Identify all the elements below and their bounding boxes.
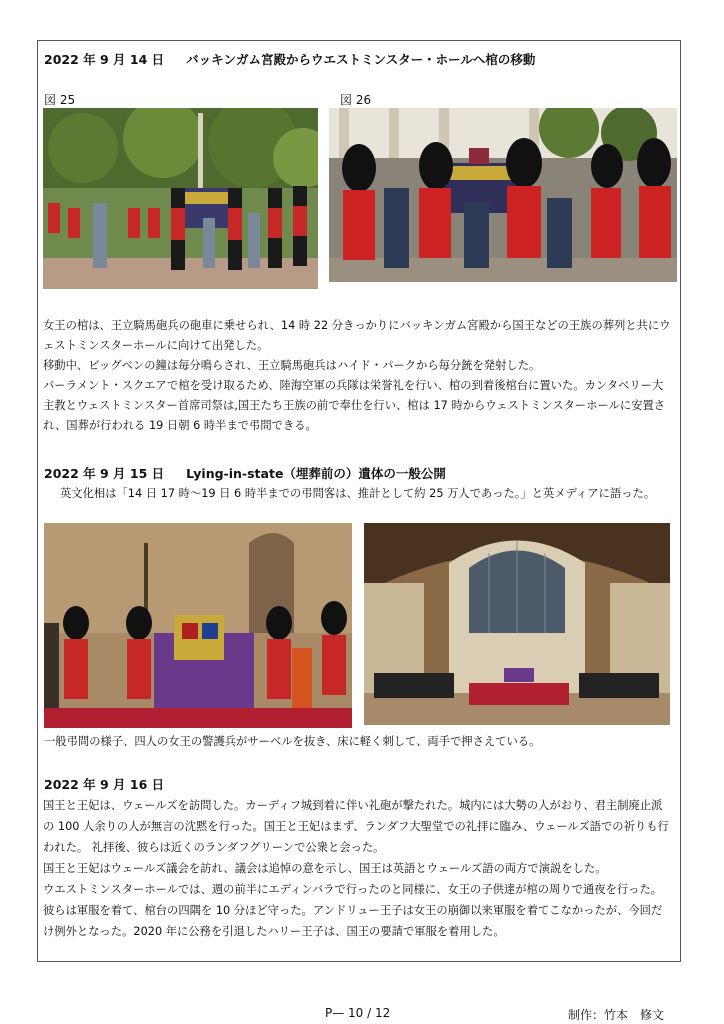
section3-paragraph-1: 国王と王妃は、ウェールズを訪問した。カーディフ城到着に伴い礼砲が撃たれた。城内には大勢の人がおり、君主制廃止派の 100 人余りの人が無言の沈黙を行った。国王と王妃はまず、ランダフ大聖堂での礼拝に臨み、ウェールズ語での祈りも行われた。 礼拝後、彼らは近くのランダフグリーンで公衆と会った。 <box>43 799 669 854</box>
section3-paragraph-2: 国王と王妃はウェールズ議会を訪れ、議会は追悼の意を示し、国王は英語とウェールズ語の両方で演説をした。 <box>43 862 607 875</box>
section1-paragraph-2: 移動中、ビッグベンの鐘は毎分鳴らされ、王立騎馬砲兵はハイド・パークから毎分銃を発射した。 <box>43 359 541 372</box>
photo-caption: 一般弔問の様子、四人の女王の警護兵がサーベルを抜き、床に軽く刺して、両手で押さえている。 <box>44 735 541 748</box>
page-number: P— 10 / 12 <box>325 1006 391 1020</box>
guards-coffin-photo <box>329 108 677 282</box>
section2-date: 2022 年 9 月 15 日 <box>44 466 165 481</box>
section3-date: 2022 年 9 月 16 日 <box>44 777 165 792</box>
section2-title: Lying-in-state（埋葬前の）遺体の一般公開 <box>186 466 446 481</box>
section1-paragraph-3: パーラメント・スクエアで棺を受け取るため、陸海空軍の兵隊は栄誉礼を行い、棺の到着後棺台に置いた。カンタベリー大主教とウェストミンスター首席司祭は,国王たち王族の前で奉仕を行い、棺は 17 時からウェストミンスターホールに安置され、国葬が行われる 19 日朝 6 時半まで弔問できる。 <box>43 379 666 432</box>
section2-lead: 英文化相は「14 日 17 時〜19 日 6 時半までの弔問客は、推計として約 25 万人であった。」と英メディアに語った。 <box>60 487 656 500</box>
section2-heading <box>44 464 446 482</box>
section1-date: 2022 年 9 月 14 日 <box>44 52 165 67</box>
section1-body <box>43 316 673 436</box>
figure-26-label: 図 26 <box>340 93 372 107</box>
figure-25-label: 図 25 <box>44 93 76 107</box>
section3-heading <box>44 775 164 793</box>
lying-in-state-photo <box>44 523 352 728</box>
procession-photo <box>43 108 318 289</box>
section3-body <box>43 795 673 942</box>
section3-paragraph-3: ウエストミンスターホールでは、週の前半にエディンバラで行ったのと同様に、女王の子供達が棺の周りで通夜を行った。 <box>43 883 663 896</box>
section1-title: バッキンガム宮殿からウエストミンスター・ホールへ棺の移動 <box>186 52 536 67</box>
section1-heading <box>44 50 535 68</box>
section3-paragraph-4: 彼らは軍服を着て、棺台の四隅を 10 分ほど守った。アンドリュー王子は女王の崩御以来軍服を着てこなかったが、今回だけ例外となった。2020 年に公務を引退したハリー王子は、国王の要請で軍服を着用した。 <box>43 904 663 938</box>
westminster-hall-photo <box>364 523 670 725</box>
section1-paragraph-1: 女王の棺は、王立騎馬砲兵の砲車に乗せられ、14 時 22 分きっかりにバッキンガム宮殿から国王などの王族の葬列と共にウェストミンスターホールに向けて出発した。 <box>43 319 671 352</box>
author-credit: 制作：竹本 修文 <box>568 1008 665 1022</box>
